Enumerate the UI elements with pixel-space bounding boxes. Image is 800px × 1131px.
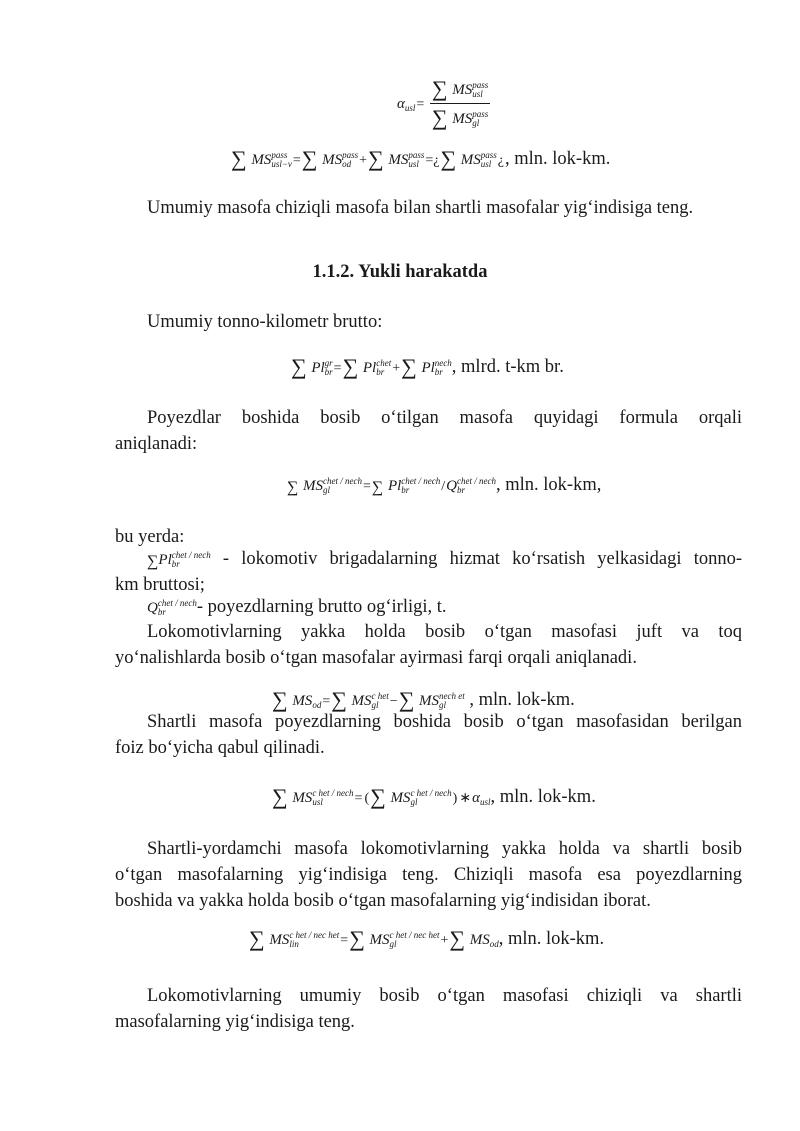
sum-icon: ∑: [370, 784, 386, 809]
formula-pl: ∑ Pl gr br =∑ Pl chet br +∑ Pl nech br , mlrd. t-km br.: [291, 354, 564, 379]
paragraph-lokomotiv-line1: Lokomotivlarning yakka holda bosib o‘tgan masofasi juft va toq: [147, 622, 742, 642]
paragraph-poyezdlar-line1: Poyezdlar boshida bosib o‘tilgan masofa quyidagi formula orqali: [147, 408, 742, 428]
sum-icon: ∑: [401, 354, 417, 379]
sum-icon: ∑: [147, 553, 159, 570]
sum-icon: ∑: [431, 76, 448, 101]
sum-icon: ∑: [287, 479, 299, 496]
section-heading: 1.1.2. Yukli harakatda: [312, 262, 488, 282]
paragraph-umumiy-masofa: Umumiy masofa chiziqli masofa bilan shartli masofalar yig‘indisiga teng.: [147, 198, 694, 218]
paragraph-shartli-line2: foiz bo‘yicha qabul qilinadi.: [115, 738, 325, 758]
sum-icon: ∑: [449, 926, 466, 951]
paragraph-yordamchi-line1: Shartli-yordamchi masofa lokomotivlarning yakka holda va shartli bosib: [147, 839, 742, 859]
sum-icon: ∑: [272, 687, 288, 712]
paragraph-yordamchi-line2: o‘tgan masofalarning yig‘indisiga teng. Chiziqli masofa esa poyezdlarning: [115, 865, 742, 885]
alpha-symbol: α: [397, 95, 405, 112]
formula-ms-od: ∑ MS od =∑ MS c het gl −∑ MS nech et gl , mln. lok-km.: [272, 687, 575, 712]
paragraph-lokomotiv-line2: yo‘nalishlarda bosib o‘tgan masofalar ayirmasi farqi orqali aniqlanadi.: [115, 648, 637, 668]
sum-icon: ∑: [331, 687, 347, 712]
formula-ms-lin: ∑ MS c het / nec het lin =∑ MS c het / nec het gl +∑ MS od , mln. lok-km.: [249, 926, 605, 951]
paragraph-final-line1: Lokomotivlarning umumiy bosib o‘tgan masofasi chiziqli va shartli: [147, 986, 742, 1006]
sum-icon: ∑: [371, 479, 384, 496]
formula-sum-usl: ∑ MS pass usl−v =∑ MS pass od +∑ MS pass usl =¿∑ MS pass usl ¿, mln. lok-km.: [231, 146, 611, 171]
definition-pl: ∑Pl chet / nech br - lokomotiv brigadalarning hizmat ko‘rsatish yelkasidagi tonno-: [147, 549, 742, 570]
equals-sign: =: [416, 96, 425, 112]
paragraph-shartli-line1: Shartli masofa poyezdlarning boshida bosib o‘tgan masofasidan berilgan: [147, 712, 742, 732]
fraction-denominator: ∑ MS pass gl: [431, 105, 489, 130]
sum-icon: ∑: [440, 146, 457, 171]
sum-icon: ∑: [431, 105, 448, 130]
formula-ms-gl: ∑ MS chet / nech gl =∑ Pl chet / nech br /Q chet / nech br , mln. lok-km,: [287, 475, 602, 496]
bu-yerda-label: bu yerda:: [115, 527, 185, 547]
paragraph-final-line2: masofalarning yig‘indisiga teng.: [115, 1012, 355, 1032]
definition-pl-line2: km bruttosi;: [115, 575, 205, 595]
sum-icon: ∑: [368, 146, 384, 171]
sum-icon: ∑: [249, 926, 265, 951]
sum-icon: ∑: [291, 354, 307, 379]
definition-q: Q chet / nech br - poyezdlarning brutto og‘irligi, t.: [147, 597, 447, 617]
sum-icon: ∑: [349, 926, 365, 951]
formula-alpha: [397, 76, 490, 131]
sum-icon: ∑: [272, 784, 288, 809]
sum-icon: ∑: [342, 354, 359, 379]
formula-ms-usl: ∑ MS c het / nech usl = (∑ MS c het / nech gl ) ∗α usl , mln. lok-km.: [272, 784, 596, 809]
sum-icon: ∑: [398, 687, 415, 712]
alpha-fraction: [430, 76, 490, 131]
sum-icon: ∑: [301, 146, 318, 171]
sum-icon: ∑: [231, 146, 247, 171]
paragraph-poyezdlar-line2: aniqlanadi:: [115, 434, 198, 454]
fraction-numerator: ∑ MS pass usl: [430, 76, 490, 104]
alpha-subscript: usl: [404, 103, 416, 113]
paragraph-yordamchi-line3: boshida va yakka holda bosib o‘tgan masofalarning yig‘indisidan iborat.: [115, 891, 651, 911]
paragraph-tonno: Umumiy tonno-kilometr brutto:: [147, 312, 383, 332]
